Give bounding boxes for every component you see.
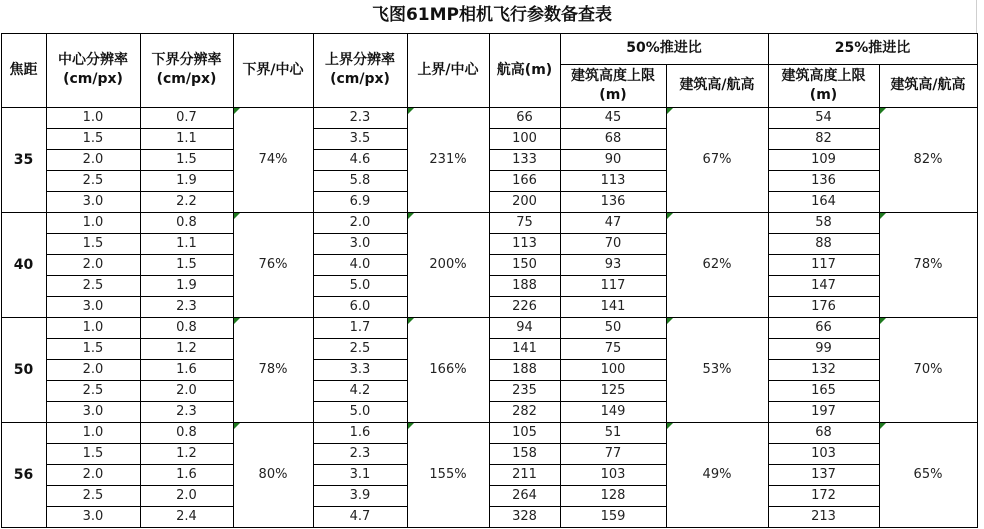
bldg-limit-50-cell: 70 (604, 236, 622, 251)
lower-res-cell: 0.8 (176, 425, 197, 440)
grid-row-line (768, 128, 880, 129)
center-res-cell: 2.5 (82, 278, 104, 293)
grid-row-line (768, 506, 880, 507)
lower-res-cell: 1.1 (176, 236, 197, 251)
grid-group-line (1, 317, 978, 318)
comment-marker (667, 108, 673, 114)
bldg-limit-25-cell: 132 (811, 362, 836, 377)
bldg-ratio-50: 62% (702, 257, 732, 272)
center-res-cell: 1.0 (82, 215, 104, 230)
title-right-border (976, 0, 977, 33)
comment-marker (667, 213, 673, 219)
comment-marker (408, 423, 414, 429)
grid-row-line (768, 149, 880, 150)
grid-row-line (46, 149, 234, 150)
grid-row-line (489, 128, 667, 129)
bldg-limit-50-cell: 75 (604, 341, 622, 356)
altitude-cell: 200 (512, 194, 537, 209)
bldg-limit-25-cell: 176 (811, 299, 836, 314)
grid-v-line (313, 33, 314, 527)
grid-row-line (313, 296, 408, 297)
focal-length: 40 (13, 256, 34, 273)
grid-row-line (489, 401, 667, 402)
grid-row-line (313, 359, 408, 360)
upper-res-cell: 4.7 (349, 509, 371, 524)
header-lower-ratio: 下界/中心 (242, 61, 304, 78)
upper-res-cell: 3.3 (349, 362, 371, 377)
grid-row-line (313, 506, 408, 507)
bldg-ratio-50: 67% (702, 152, 732, 167)
grid-row-line (46, 464, 234, 465)
lower-res-cell: 1.6 (176, 467, 197, 482)
lower-res-cell: 2.3 (176, 299, 197, 314)
grid-row-line (313, 338, 408, 339)
grid-row-line (489, 443, 667, 444)
altitude-cell: 105 (512, 425, 537, 440)
center-res-cell: 2.0 (82, 257, 104, 272)
upper-ratio: 231% (429, 152, 467, 167)
header-center-res: 中心分辨率 (cm/px) (58, 52, 128, 87)
bldg-limit-50-cell: 149 (600, 404, 626, 419)
lower-ratio: 74% (258, 152, 288, 167)
header-bldg-ratio-25: 建筑高/航高 (890, 77, 966, 93)
lower-ratio: 76% (258, 257, 288, 272)
bldg-ratio-25: 65% (913, 467, 943, 482)
header-overlap-25: 25%推进比 (834, 40, 911, 56)
comment-marker (408, 108, 414, 114)
bldg-limit-25-cell: 58 (815, 215, 832, 230)
center-res-cell: 1.5 (82, 131, 104, 146)
bldg-limit-50-cell: 141 (600, 299, 626, 314)
grid-row-line (768, 359, 880, 360)
grid-row-line (313, 275, 408, 276)
bldg-limit-50-cell: 159 (600, 509, 626, 524)
grid-row-line (46, 338, 234, 339)
upper-res-cell: 6.9 (349, 194, 371, 209)
altitude-cell: 188 (512, 278, 537, 293)
bldg-limit-25-cell: 54 (815, 110, 832, 125)
altitude-cell: 226 (512, 299, 537, 314)
header-upper-ratio: 上界/中心 (417, 61, 479, 78)
bldg-limit-50-cell: 117 (600, 278, 626, 293)
lower-res-cell: 1.2 (176, 341, 197, 356)
lower-res-cell: 1.2 (176, 446, 197, 461)
center-res-cell: 1.0 (82, 425, 104, 440)
bldg-limit-50-cell: 68 (604, 131, 622, 146)
bldg-limit-25-cell: 164 (811, 194, 836, 209)
grid-row-line (489, 296, 667, 297)
altitude-cell: 211 (512, 467, 537, 482)
grid-row-line (489, 380, 667, 381)
center-res-cell: 3.0 (82, 404, 104, 419)
grid-row-line (313, 254, 408, 255)
bldg-limit-25-cell: 68 (815, 425, 832, 440)
center-res-cell: 1.5 (82, 341, 104, 356)
center-res-cell: 2.0 (82, 362, 104, 377)
bldg-limit-25-cell: 197 (811, 404, 836, 419)
lower-ratio: 80% (258, 467, 288, 482)
grid-v-line (1, 33, 2, 527)
comment-marker (234, 423, 240, 429)
center-res-cell: 1.0 (82, 110, 104, 125)
grid-row-line (46, 170, 234, 171)
upper-res-cell: 2.3 (349, 446, 371, 461)
bldg-limit-25-cell: 82 (815, 131, 832, 146)
grid-bottom (1, 527, 978, 528)
upper-ratio: 166% (429, 362, 467, 377)
center-res-cell: 2.5 (82, 488, 104, 503)
comment-marker (880, 318, 886, 324)
grid-row-line (46, 296, 234, 297)
lower-res-cell: 2.2 (176, 194, 197, 209)
grid-row-line (489, 149, 667, 150)
lower-res-cell: 1.6 (176, 362, 197, 377)
comment-marker (880, 108, 886, 114)
grid-row-line (768, 401, 880, 402)
upper-res-cell: 3.0 (349, 236, 371, 251)
comment-marker (408, 213, 414, 219)
bldg-limit-25-cell: 172 (811, 488, 836, 503)
bldg-limit-50-cell: 113 (600, 173, 626, 188)
altitude-cell: 188 (512, 362, 537, 377)
grid-v-line (768, 33, 769, 527)
grid-row-line (46, 359, 234, 360)
grid-row-line (46, 485, 234, 486)
upper-res-cell: 2.5 (349, 341, 371, 356)
upper-res-cell: 3.5 (349, 131, 371, 146)
grid-row-line (768, 296, 880, 297)
lower-res-cell: 2.3 (176, 404, 197, 419)
altitude-cell: 141 (512, 341, 537, 356)
grid-row-line (46, 191, 234, 192)
center-res-cell: 2.0 (82, 467, 104, 482)
grid-v-line (140, 33, 141, 527)
altitude-cell: 150 (512, 257, 537, 272)
bldg-limit-25-cell: 109 (811, 152, 836, 167)
grid-row-line (46, 380, 234, 381)
comment-marker (234, 318, 240, 324)
header-overlap-50: 50%推进比 (626, 40, 702, 56)
altitude-cell: 328 (512, 509, 537, 524)
grid-row-line (489, 485, 667, 486)
upper-res-cell: 2.0 (349, 215, 371, 230)
bldg-limit-25-cell: 137 (811, 467, 836, 482)
grid-v-line (560, 33, 561, 527)
center-res-cell: 1.5 (82, 236, 104, 251)
header-bldg-limit-50: 建筑高度上限 (m) (571, 67, 655, 103)
grid-row-line (768, 380, 880, 381)
grid-row-line (313, 128, 408, 129)
bldg-limit-50-cell: 50 (604, 320, 622, 335)
grid-row-line (313, 380, 408, 381)
grid-v-line (233, 33, 234, 527)
upper-res-cell: 5.8 (349, 173, 371, 188)
bldg-ratio-25: 78% (913, 257, 943, 272)
bldg-ratio-50: 53% (702, 362, 732, 377)
upper-ratio: 200% (429, 257, 467, 272)
center-res-cell: 1.5 (82, 446, 104, 461)
bldg-ratio-25: 82% (913, 152, 943, 167)
grid-row-line (768, 254, 880, 255)
header-bldg-ratio-50: 建筑高/航高 (679, 77, 755, 93)
center-res-cell: 3.0 (82, 194, 104, 209)
grid-row-line (768, 275, 880, 276)
bldg-limit-50-cell: 100 (600, 362, 626, 377)
grid-row-line (313, 443, 408, 444)
grid-row-line (489, 254, 667, 255)
upper-res-cell: 3.1 (349, 467, 371, 482)
center-res-cell: 3.0 (82, 299, 104, 314)
focal-length: 56 (13, 466, 34, 483)
header-bldg-limit-25: 建筑高度上限 (m) (781, 67, 866, 103)
grid-row-line (313, 170, 408, 171)
altitude-cell: 75 (516, 215, 533, 230)
bldg-limit-50-cell: 51 (604, 425, 622, 440)
grid-group-line (1, 422, 978, 423)
grid-v-line (489, 33, 490, 527)
upper-res-cell: 4.0 (349, 257, 371, 272)
altitude-cell: 100 (512, 131, 537, 146)
grid-row-line (46, 443, 234, 444)
comment-marker (408, 318, 414, 324)
sheet-title: 飞图61MP相机飞行参数备查表 (371, 5, 613, 25)
upper-res-cell: 2.3 (349, 110, 371, 125)
grid-row-line (313, 401, 408, 402)
grid-row-line (46, 128, 234, 129)
comment-marker (880, 423, 886, 429)
center-res-cell: 3.0 (82, 509, 104, 524)
grid-row-line (489, 506, 667, 507)
bldg-limit-50-cell: 125 (600, 383, 626, 398)
altitude-cell: 66 (516, 110, 533, 125)
grid-row-line (489, 464, 667, 465)
center-res-cell: 2.5 (82, 173, 104, 188)
grid-row-line (489, 338, 667, 339)
grid-row-line (46, 275, 234, 276)
center-res-cell: 1.0 (82, 320, 104, 335)
grid-row-line (768, 338, 880, 339)
grid-row-line (489, 275, 667, 276)
grid-row-line (46, 254, 234, 255)
bldg-limit-50-cell: 47 (604, 215, 622, 230)
bldg-limit-50-cell: 90 (604, 152, 622, 167)
upper-res-cell: 5.0 (349, 278, 371, 293)
altitude-cell: 158 (512, 446, 537, 461)
grid-row-line (768, 443, 880, 444)
bldg-limit-50-cell: 45 (604, 110, 622, 125)
comment-marker (667, 318, 673, 324)
grid-row-line (313, 485, 408, 486)
upper-res-cell: 5.0 (349, 404, 371, 419)
header-lower-res: 下界分辨率 (cm/px) (151, 52, 222, 87)
bldg-limit-25-cell: 99 (815, 341, 832, 356)
lower-res-cell: 0.7 (176, 110, 197, 125)
upper-res-cell: 1.6 (349, 425, 371, 440)
bldg-limit-50-cell: 128 (600, 488, 626, 503)
lower-res-cell: 0.8 (176, 215, 197, 230)
bldg-limit-25-cell: 213 (811, 509, 836, 524)
bldg-limit-50-cell: 93 (604, 257, 622, 272)
lower-res-cell: 1.5 (176, 257, 197, 272)
bldg-limit-25-cell: 165 (811, 383, 836, 398)
altitude-cell: 264 (512, 488, 537, 503)
altitude-cell: 94 (516, 320, 533, 335)
bldg-limit-50-cell: 136 (600, 194, 626, 209)
grid-v-line (977, 33, 978, 527)
comment-marker (234, 108, 240, 114)
header-upper-res: 上界分辨率 (cm/px) (325, 52, 395, 87)
bldg-limit-50-cell: 103 (600, 467, 626, 482)
bldg-limit-25-cell: 147 (811, 278, 836, 293)
bldg-limit-25-cell: 117 (811, 257, 836, 272)
grid-v-line (407, 33, 408, 527)
lower-res-cell: 1.1 (176, 131, 197, 146)
upper-ratio: 155% (429, 467, 467, 482)
lower-res-cell: 1.9 (176, 278, 197, 293)
grid-row-line (313, 191, 408, 192)
grid-row-line (46, 506, 234, 507)
altitude-cell: 282 (512, 404, 537, 419)
focal-length: 50 (13, 361, 34, 378)
altitude-cell: 133 (512, 152, 537, 167)
grid-row-line (313, 464, 408, 465)
grid-v-line (46, 33, 47, 527)
center-res-cell: 2.5 (82, 383, 104, 398)
upper-res-cell: 4.6 (349, 152, 371, 167)
grid-row-line (768, 233, 880, 234)
comment-marker (234, 213, 240, 219)
bldg-limit-50-cell: 77 (604, 446, 622, 461)
grid-row-line (313, 149, 408, 150)
grid-row-line (46, 233, 234, 234)
comment-marker (880, 213, 886, 219)
bldg-ratio-25: 70% (913, 362, 943, 377)
lower-res-cell: 0.8 (176, 320, 197, 335)
bldg-limit-25-cell: 103 (811, 446, 836, 461)
upper-res-cell: 6.0 (349, 299, 371, 314)
focal-length: 35 (13, 151, 34, 168)
center-res-cell: 2.0 (82, 152, 104, 167)
lower-res-cell: 1.9 (176, 173, 197, 188)
upper-res-cell: 4.2 (349, 383, 371, 398)
grid-row-line (768, 191, 880, 192)
lower-ratio: 78% (258, 362, 288, 377)
altitude-cell: 113 (512, 236, 537, 251)
grid-row-line (46, 401, 234, 402)
comment-marker (667, 423, 673, 429)
header-focal: 焦距 (9, 61, 38, 78)
grid-row-line (489, 233, 667, 234)
grid-row-line (489, 359, 667, 360)
header-altitude: 航高(m) (496, 61, 553, 78)
bldg-limit-25-cell: 136 (811, 173, 836, 188)
grid-row-line (489, 191, 667, 192)
altitude-cell: 166 (512, 173, 537, 188)
lower-res-cell: 1.5 (176, 152, 197, 167)
bldg-ratio-50: 49% (702, 467, 732, 482)
grid-row-line (489, 170, 667, 171)
grid-group-line (1, 212, 978, 213)
lower-res-cell: 2.4 (176, 509, 197, 524)
grid-row-line (768, 464, 880, 465)
lower-res-cell: 2.0 (176, 488, 197, 503)
upper-res-cell: 3.9 (349, 488, 371, 503)
altitude-cell: 235 (512, 383, 537, 398)
lower-res-cell: 2.0 (176, 383, 197, 398)
upper-res-cell: 1.7 (349, 320, 371, 335)
grid-row-line (313, 233, 408, 234)
grid-row-line (768, 170, 880, 171)
grid-header-mid (560, 64, 978, 65)
bldg-limit-25-cell: 66 (815, 320, 832, 335)
bldg-limit-25-cell: 88 (815, 236, 832, 251)
grid-row-line (768, 485, 880, 486)
